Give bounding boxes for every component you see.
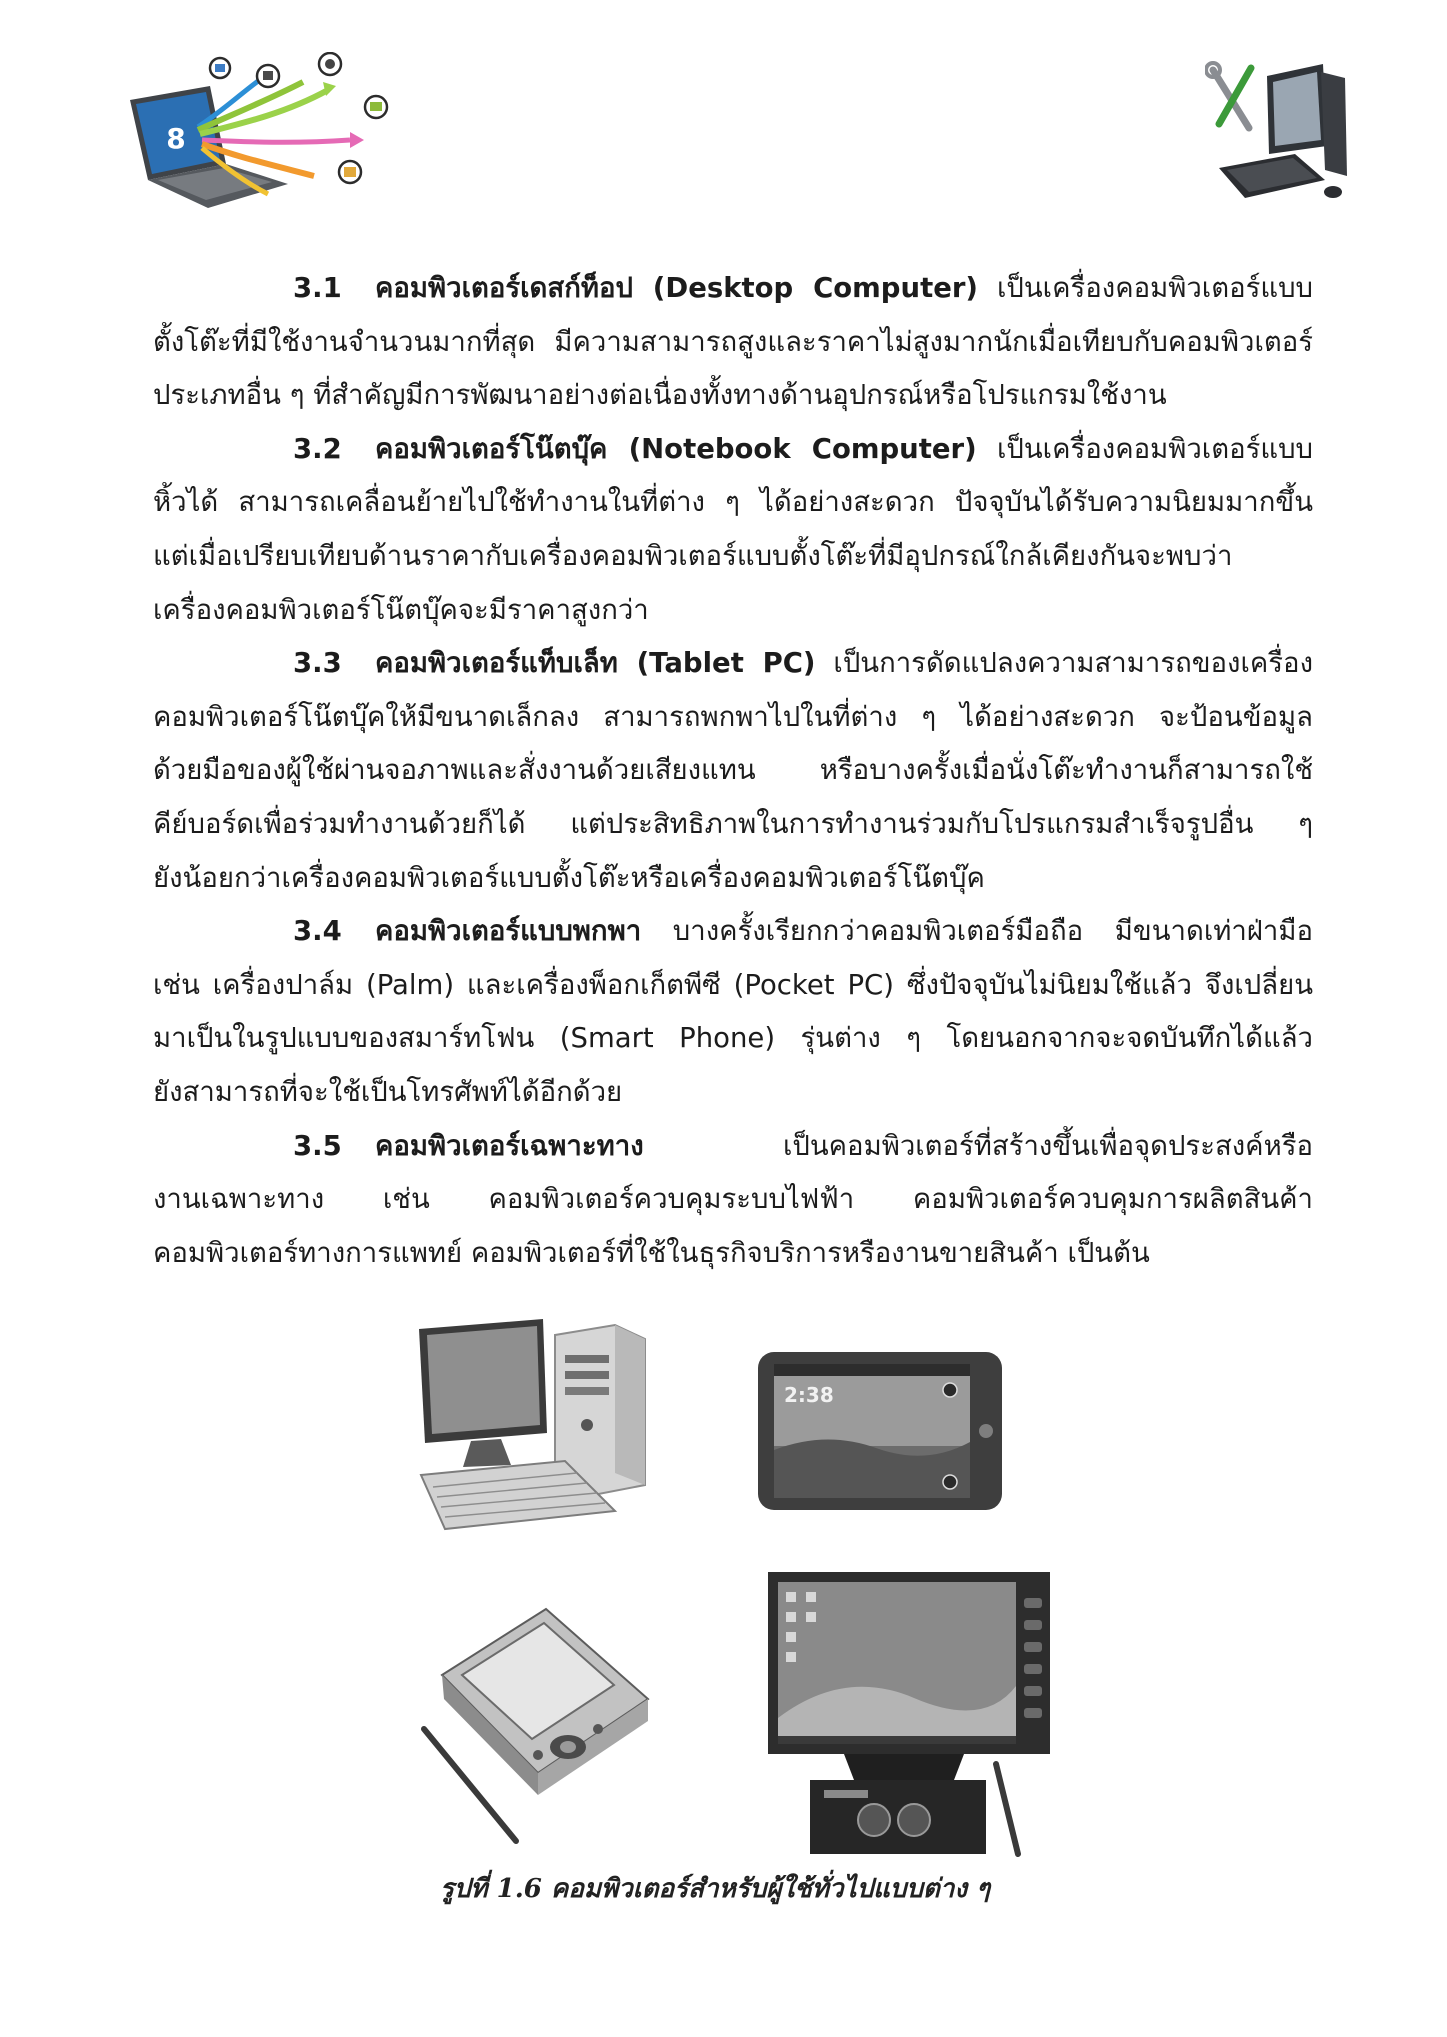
paragraph-line: หิ้วได้ สามารถเคลื่อนย้ายไปใช้ทำงานในที่ต่าง ๆ ได้อย่างสะดวก ปัจจุบันได้รับความนิยมมากขึ้น: [153, 486, 1313, 519]
tablet-clock-display: 2:38: [784, 1383, 834, 1407]
section-3-3-first-line: [153, 637, 1313, 691]
paragraph-text: เป็นการดัดแปลงความสามารถของเครื่อง: [833, 647, 1313, 680]
section-3-1-first-line: [153, 262, 1313, 316]
section-heading: คอมพิวเตอร์เฉพาะทาง: [375, 1129, 644, 1162]
paragraph-line: งานเฉพาะทาง เช่น คอมพิวเตอร์ควบคุมระบบไฟฟ้า คอมพิวเตอร์ควบคุมการผลิตสินค้า: [153, 1183, 1313, 1216]
paragraph-line: คีย์บอร์ดเพื่อร่วมทำงานด้วยก็ได้ แต่ประสิทธิภาพในการทำงานร่วมกับโปรแกรมสำเร็จรูปอื่น ๆ: [153, 807, 1313, 840]
paragraph-line: คอมพิวเตอร์ทางการแพทย์ คอมพิวเตอร์ที่ใช้ในธุรกิจบริการหรืองานขายสินค้า เป็นต้น: [153, 1236, 1150, 1269]
paragraph-line: มาเป็นในรูปแบบของสมาร์ทโฟน (Smart Phone) รุ่นต่าง ๆ โดยนอกจากจะจดบันทึกได้แล้ว: [153, 1022, 1313, 1055]
paragraph-line: ประเภทอื่น ๆ ที่สำคัญมีการพัฒนาอย่างต่อเนื่องทั้งทางด้านอุปกรณ์หรือโปรแกรมใช้งาน: [153, 379, 1167, 412]
section-heading: คอมพิวเตอร์โน๊ตบุ๊ค (Notebook Computer): [375, 432, 977, 465]
section-number: 3.2: [293, 432, 342, 465]
laptop-with-arrows-icon: [118, 52, 408, 212]
special-purpose-computer-photo: [764, 1568, 1054, 1858]
pocket-pc-photo: [420, 1605, 655, 1845]
section-number: 3.4: [293, 915, 342, 948]
paragraph-text: เป็นเครื่องคอมพิวเตอร์แบบ: [997, 432, 1313, 465]
section-3-4-first-line: [153, 905, 1313, 959]
paragraph-text: เป็นคอมพิวเตอร์ที่สร้างขึ้นเพื่อจุดประสงค์หรือ: [783, 1129, 1313, 1162]
desktop-computer-with-tools-icon: [1205, 58, 1355, 208]
tablet-photo: [756, 1350, 1004, 1512]
section-number: 3.3: [293, 647, 342, 680]
section-number: 3.5: [293, 1129, 342, 1162]
section-number: 3.1: [293, 272, 342, 304]
paragraph-text: บางครั้งเรียกกว่าคอมพิวเตอร์มือถือ มีขนาดเท่าฝ่ามือ: [672, 915, 1313, 948]
section-heading: คอมพิวเตอร์แบบพกพา: [375, 915, 642, 948]
paragraph-line: เช่น เครื่องปาล์ม (Palm) และเครื่องพ็อกเก็ตพีซี (Pocket PC) ซึ่งปัจจุบันไม่นิยมใช้แล้ว จึงเปลี่ยน: [153, 968, 1313, 1001]
section-heading: คอมพิวเตอร์แท็บเล็ท (Tablet PC): [375, 647, 816, 680]
paragraph-line: ยังน้อยกว่าเครื่องคอมพิวเตอร์แบบตั้งโต๊ะหรือเครื่องคอมพิวเตอร์โน๊ตบุ๊ค: [153, 861, 985, 894]
paragraph-line: แต่เมื่อเปรียบเทียบด้านราคากับเครื่องคอมพิวเตอร์แบบตั้งโต๊ะที่มีอุปกรณ์ใกล้เคียงกันจะพบว่า: [153, 539, 1233, 572]
paragraph-text: เป็นเครื่องคอมพิวเตอร์แบบ: [997, 272, 1313, 304]
desktop-computer-photo: [415, 1315, 655, 1535]
figure-caption: รูปที่ 1.6 คอมพิวเตอร์สำหรับผู้ใช้ทั่วไปแบบต่าง ๆ: [439, 1874, 991, 1904]
section-3-5-first-line: [153, 1120, 1313, 1174]
section-3-2-first-line: [153, 423, 1313, 477]
page-number: 8: [166, 122, 186, 155]
paragraph-line: ตั้งโต๊ะที่มีใช้งานจำนวนมากที่สุด มีความสามารถสูงและราคาไม่สูงมากนักเมื่อเทียบกับคอมพิวเตอร์: [153, 325, 1313, 358]
paragraph-line: ยังสามารถที่จะใช้เป็นโทรศัพท์ได้อีกด้วย: [153, 1075, 623, 1108]
section-heading: คอมพิวเตอร์เดสก์ท็อป (Desktop Computer): [375, 272, 978, 304]
paragraph-line: คอมพิวเตอร์โน๊ตบุ๊คให้มีขนาดเล็กลง สามารถพกพาไปในที่ต่าง ๆ ได้อย่างสะดวก จะป้อนข้อมูล: [153, 700, 1313, 733]
paragraph-line: ด้วยมือของผู้ใช้ผ่านจอภาพและสั่งงานด้วยเสียงแทน หรือบางครั้งเมื่อนั่งโต๊ะทำงานก็สามารถใช้: [153, 754, 1313, 787]
text-content: [153, 262, 1313, 1280]
paragraph-line: เครื่องคอมพิวเตอร์โน๊ตบุ๊คจะมีราคาสูงกว่า: [153, 593, 649, 626]
